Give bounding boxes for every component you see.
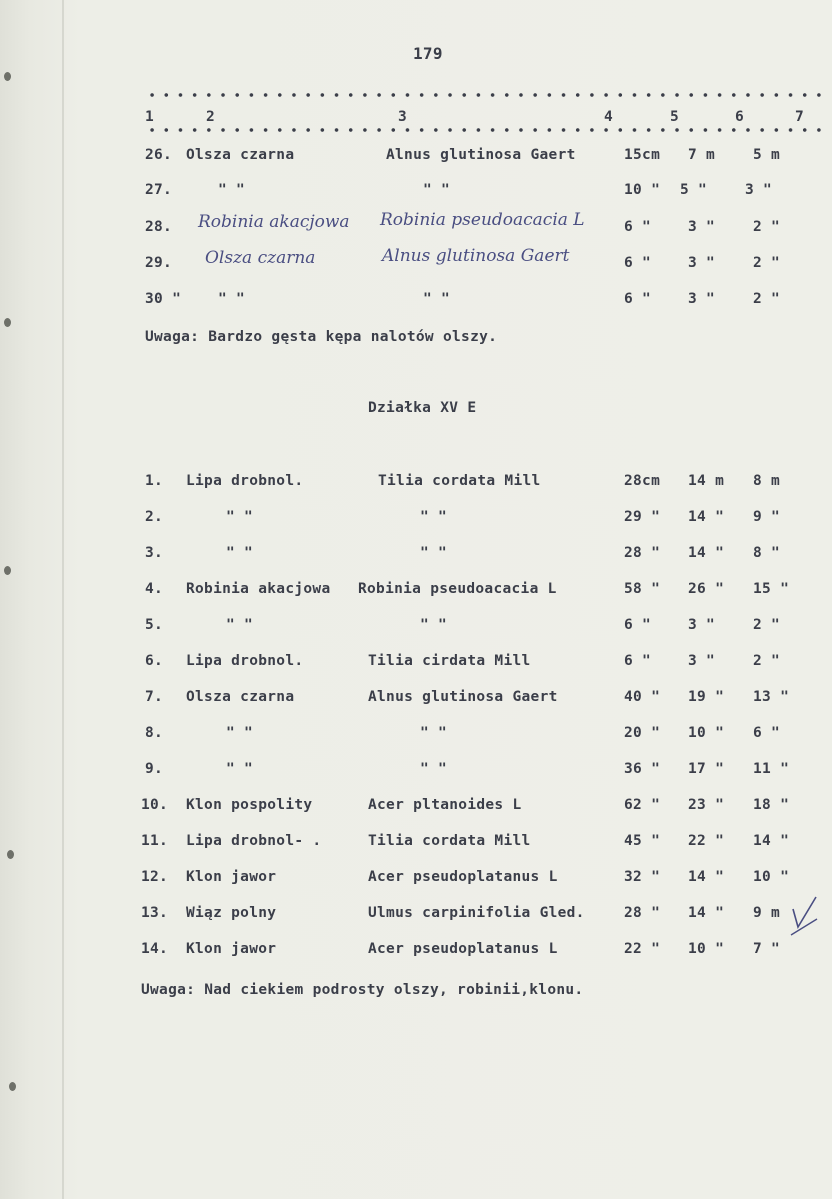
height: 5 " [680, 182, 708, 198]
column-header-5: 5 [670, 109, 680, 125]
polish-name: Wiąz polny [186, 905, 277, 921]
height: 14 " [688, 545, 725, 561]
diameter: 28 " [624, 545, 661, 561]
latin-name: " " [420, 509, 448, 525]
polish-name: " " [226, 725, 254, 741]
crown: 15 " [753, 581, 790, 597]
binding-hole [4, 318, 11, 327]
diameter: 32 " [624, 869, 661, 885]
polish-name: Olsza czarna [186, 147, 295, 163]
height: 3 " [688, 255, 716, 271]
height: 3 " [688, 291, 716, 307]
latin-name: Tilia cordata Mill [368, 833, 531, 849]
height: 14 " [688, 905, 725, 921]
row-number: 5. [145, 617, 164, 633]
polish-name: Olsza czarna [186, 689, 295, 705]
latin-name: " " [423, 182, 451, 198]
row-number: 9. [145, 761, 164, 777]
row-number: 2. [145, 509, 164, 525]
polish-name: Lipa drobnol. [186, 653, 304, 669]
diameter: 36 " [624, 761, 661, 777]
crown: 14 " [753, 833, 790, 849]
polish-name-handwritten: Robinia akacjowa [198, 212, 350, 232]
latin-name: " " [420, 761, 448, 777]
height: 17 " [688, 761, 725, 777]
row-number: 13. [141, 905, 169, 921]
latin-name: Alnus glutinosa Gaert [386, 147, 576, 163]
section-title: Działka XV E [368, 400, 477, 416]
column-header-6: 6 [735, 109, 745, 125]
polish-name: Lipa drobnol- . [186, 833, 322, 849]
diameter: 15cm [624, 147, 661, 163]
diameter: 6 " [624, 291, 652, 307]
crown: 2 " [753, 219, 781, 235]
column-header-7: 7 [795, 109, 805, 125]
crown: 6 " [753, 725, 781, 741]
row-number: 4. [145, 581, 164, 597]
binding-hole [4, 566, 11, 575]
diameter: 28cm [624, 473, 661, 489]
diameter: 62 " [624, 797, 661, 813]
diameter: 45 " [624, 833, 661, 849]
polish-name: Klon jawor [186, 941, 277, 957]
height: 3 " [688, 219, 716, 235]
crown: 5 m [753, 147, 781, 163]
row-number: 7. [145, 689, 164, 705]
height: 26 " [688, 581, 725, 597]
page-number: 179 [413, 44, 443, 63]
latin-name: Alnus glutinosa Gaert [368, 689, 558, 705]
crown: 18 " [753, 797, 790, 813]
polish-name: " " [226, 509, 254, 525]
diameter: 6 " [624, 653, 652, 669]
polish-name: " " [226, 761, 254, 777]
latin-name-handwritten: Alnus glutinosa Gaert [382, 246, 570, 266]
latin-name: Acer pltanoides L [368, 797, 522, 813]
latin-name-handwritten: Robinia pseudoacacia L [380, 210, 585, 230]
polish-name: " " [218, 291, 246, 307]
binding-hole [7, 850, 14, 859]
crown: 8 " [753, 545, 781, 561]
height: 10 " [688, 725, 725, 741]
check-mark-icon [789, 895, 819, 937]
crown: 3 " [745, 182, 773, 198]
crown: 11 " [753, 761, 790, 777]
row-number: 26. [145, 147, 173, 163]
diameter: 20 " [624, 725, 661, 741]
height: 22 " [688, 833, 725, 849]
polish-name: Klon pospolity [186, 797, 313, 813]
crown: 10 " [753, 869, 790, 885]
diameter: 6 " [624, 255, 652, 271]
dotted-rule-top [145, 93, 825, 97]
crown: 9 m [753, 905, 781, 921]
crown: 2 " [753, 617, 781, 633]
latin-name: Ulmus carpinifolia Gled. [368, 905, 585, 921]
row-number: 12. [141, 869, 169, 885]
row-number: 14. [141, 941, 169, 957]
note-section2: Uwaga: Nad ciekiem podrosty olszy, robinii,klonu. [141, 982, 584, 998]
row-number: 8. [145, 725, 164, 741]
column-header-2: 2 [206, 109, 216, 125]
diameter: 29 " [624, 509, 661, 525]
crown: 9 " [753, 509, 781, 525]
row-number: 29. [145, 255, 173, 271]
height: 14 m [688, 473, 725, 489]
polish-name: Lipa drobnol. [186, 473, 304, 489]
note-section1: Uwaga: Bardzo gęsta kępa nalotów olszy. [145, 329, 498, 345]
diameter: 10 " [624, 182, 661, 198]
crown: 2 " [753, 291, 781, 307]
polish-name: Robinia akacjowa [186, 581, 331, 597]
latin-name: " " [420, 545, 448, 561]
row-number: 10. [141, 797, 169, 813]
diameter: 28 " [624, 905, 661, 921]
row-number: 28. [145, 219, 173, 235]
height: 3 " [688, 617, 716, 633]
polish-name: " " [226, 545, 254, 561]
latin-name: Tilia cordata Mill [378, 473, 541, 489]
row-number: 1. [145, 473, 164, 489]
diameter: 40 " [624, 689, 661, 705]
diameter: 6 " [624, 219, 652, 235]
column-header-4: 4 [604, 109, 614, 125]
polish-name: Klon jawor [186, 869, 277, 885]
row-number: 3. [145, 545, 164, 561]
crown: 13 " [753, 689, 790, 705]
binding-hole [9, 1082, 16, 1091]
diameter: 58 " [624, 581, 661, 597]
latin-name: " " [423, 291, 451, 307]
crown: 2 " [753, 653, 781, 669]
polish-name-handwritten: Olsza czarna [205, 248, 316, 268]
dotted-rule-header [145, 128, 825, 132]
height: 3 " [688, 653, 716, 669]
height: 14 " [688, 509, 725, 525]
row-number: 30 " [145, 291, 182, 307]
height: 14 " [688, 869, 725, 885]
height: 7 m [688, 147, 716, 163]
row-number: 11. [141, 833, 169, 849]
column-header-3: 3 [398, 109, 408, 125]
height: 10 " [688, 941, 725, 957]
column-header-1: 1 [145, 109, 155, 125]
latin-name: Acer pseudoplatanus L [368, 869, 558, 885]
latin-name: " " [420, 725, 448, 741]
crown: 8 m [753, 473, 781, 489]
polish-name: " " [226, 617, 254, 633]
diameter: 6 " [624, 617, 652, 633]
latin-name: Tilia cirdata Mill [368, 653, 531, 669]
row-number: 6. [145, 653, 164, 669]
binding-hole [4, 72, 11, 81]
crown: 2 " [753, 255, 781, 271]
height: 19 " [688, 689, 725, 705]
row-number: 27. [145, 182, 173, 198]
latin-name: Robinia pseudoacacia L [358, 581, 557, 597]
latin-name: " " [420, 617, 448, 633]
latin-name: Acer pseudoplatanus L [368, 941, 558, 957]
height: 23 " [688, 797, 725, 813]
page-edge-shadow [62, 0, 64, 1199]
diameter: 22 " [624, 941, 661, 957]
polish-name: " " [218, 182, 246, 198]
crown: 7 " [753, 941, 781, 957]
